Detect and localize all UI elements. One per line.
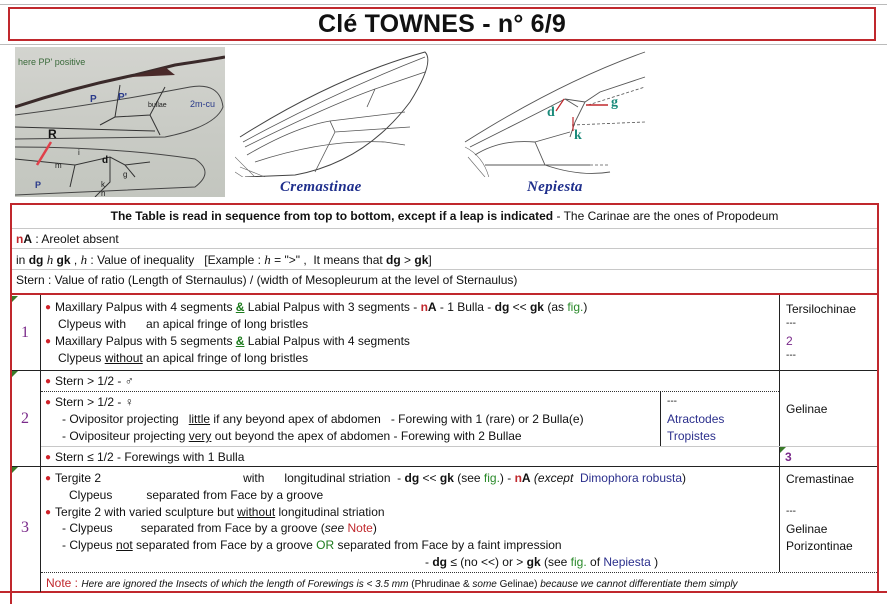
dg: dg [404,471,420,485]
abbr-a: A [23,232,33,246]
bullet-icon: ● [45,452,52,463]
text: ≤ (no <<) or > [447,555,527,569]
divider [12,248,877,249]
label-m: m [55,161,62,170]
divider [12,228,877,229]
row-divider-1 [12,370,877,371]
abbr-a: A [427,300,437,314]
row-number-1: 1 [21,324,29,341]
row2-line3 [62,412,584,426]
text: Stern > 1/2 - ♀ [55,395,134,409]
row1-line3 [45,334,410,348]
title-box [8,7,876,41]
label-r: R [48,127,57,141]
wing-photo-drawing [15,47,225,197]
def-h-text: : Value of inequality [Example : [87,253,265,267]
row3-line1 [45,471,686,485]
abbr-a: A [521,471,531,485]
divider [41,446,877,447]
def-h-symbol3: h [264,252,271,267]
text: Maxillary Palpus with 5 segments [55,334,236,348]
text: Labial Palpus with 3 segments - [244,300,421,314]
text: (as [543,300,568,314]
text: << [419,471,440,485]
text: (except [530,471,577,485]
note-label: Note : [46,576,82,590]
row2-line2 [45,395,134,409]
text: ) - [499,471,515,485]
genera-sep: --- [667,396,677,407]
ampersand: & [235,300,245,314]
note-text: some [472,579,497,590]
bullet-icon: ● [45,302,52,313]
def-h-dg2: dg [386,253,401,267]
definition-na [16,232,119,246]
table-header-separator [10,293,879,295]
genus-atractodes: Atractodes [667,412,725,426]
abbr-n: n [514,471,522,485]
table-frame-right [877,205,879,593]
row2-line1 [45,374,134,388]
text: with [243,471,265,485]
text: separated from Face by a groove ( [140,521,325,535]
text: - Ovipositeur projecting [62,429,189,443]
note-text: because we cannot differentiate them simply [540,579,738,590]
text: Tergite 2 [55,471,102,485]
nepiesta-wing [460,47,650,177]
nepiesta-label-g: g [611,95,618,110]
note-text: (Phrudinae & [408,579,473,590]
text: ) [583,300,588,314]
row1-goto[interactable]: 2 [786,334,793,348]
text: (see [540,555,571,569]
label-i: i [78,148,80,157]
label-p2: P [35,180,42,190]
gk: gk [529,300,544,314]
fig-link[interactable]: fig. [570,555,587,569]
text: little [188,412,211,426]
text: - 1 Bulla - [436,300,495,314]
row-number-2: 2 [21,410,29,427]
text: see [324,521,345,535]
row3-line5 [62,538,562,552]
row3-line4 [62,521,377,535]
nepiesta-figure [460,47,650,197]
bullet-icon: ● [45,473,52,484]
text: separated from Face by a groove [132,538,317,552]
text: - Ovipositor projecting [62,412,189,426]
row-number-3: 3 [21,519,29,536]
corner-marker [12,371,18,377]
table-frame-bottom [0,591,887,593]
row3-result-taxon3: Porizontinae [786,539,853,553]
bullet-icon: ● [45,376,52,387]
row-divider-2 [12,466,877,467]
text: very [188,429,212,443]
text: << [509,300,530,314]
cremastinae-figure [235,47,435,197]
text: without [237,505,276,519]
bullet-icon: ● [45,397,52,408]
title-rule [0,44,887,45]
text: ) [372,521,377,535]
note-divider [41,572,877,573]
text: an apical fringe of long bristles [146,317,309,331]
row3-result-taxon1: Cremastinae [786,472,855,486]
note-line [46,576,738,590]
text: longitudinal striation [275,505,385,519]
row3-result-taxon2: Gelinae [786,522,828,536]
col-divider-number [40,295,41,592]
row2-goto[interactable]: 3 [785,450,792,464]
note-text: Here are ignored the Insects of which the length of Forewings is < 3.5 mm [81,579,409,590]
genus-tropistes: Tropistes [667,429,716,443]
row1-line1 [45,300,587,314]
photo-caption: here PP' positive [18,57,86,67]
ampersand: & [235,334,245,348]
text: - [425,555,433,569]
gk: gk [526,555,541,569]
divider [12,269,877,270]
row1-result-sep2: --- [786,350,796,361]
def-na-text: : Areolet absent [32,232,119,246]
text: if any beyond apex of abdomen - Forewing with 1 (rare) or 2 Bulla(e) [210,412,584,426]
row1-result-taxon: Tersilochinae [786,302,857,316]
text: longitudinal striation - [284,471,405,485]
dg: dg [432,555,448,569]
fig-link[interactable]: fig. [483,471,500,485]
label-2m-cu: 2m-cu [190,99,216,109]
text: Stern > 1/2 - ♂ [55,374,134,388]
nepiesta-caption: Nepiesta [527,179,583,195]
label-p-prime: P' [118,92,128,103]
definition-stern: Stern : Value of ratio (Length of Sternaulus) / (width of Mesopleurum at the level of Sternaulus) [16,273,518,287]
def-h-symbol: h [46,252,54,267]
definition-h [16,252,432,268]
fig-link[interactable]: fig. [567,300,584,314]
page-title: Clé TOWNES - n° 6/9 [317,9,567,38]
row1-line4 [58,351,308,365]
row1-result-sep: --- [786,318,796,329]
text: - Clypeus [62,538,117,552]
row1-line2 [58,317,308,331]
def-h-sep: , [70,253,81,267]
def-h-example: = ">" , It means that [270,253,387,267]
row2-line5 [45,450,244,464]
text: - Clypeus [62,521,113,535]
text: Tergite 2 with varied sculpture but [55,505,238,519]
text: out beyond the apex of abdomen - Forewing with 2 Bullae [211,429,522,443]
text: (see [453,471,484,485]
abbr-n: n [16,232,24,246]
bullet-icon: ● [45,336,52,347]
genus-nepiesta: Nepiesta [603,555,651,569]
text: separated from Face by a faint impression [334,538,562,552]
def-h-end: ] [428,253,432,267]
abbr-n: n [420,300,428,314]
text: without [104,351,143,365]
intro-rest: - The Carinae are the ones of Propodeum [553,209,779,223]
text: not [116,538,133,552]
text: Clypeus [69,488,113,502]
note-link[interactable]: Note [347,521,373,535]
text: ) [650,555,659,569]
col-divider-result [779,295,780,572]
wing-photo [15,47,225,197]
def-h-gk: gk [56,253,71,267]
text: ) [682,471,687,485]
corner-marker [12,296,18,302]
row2-line4 [62,429,522,443]
intro-bold: The Table is read in sequence from top to bottom, except if a leap is indicated [110,209,554,223]
genus-dimophora: Dimophora robusta [579,471,683,485]
intro-line [12,209,877,223]
text: Labial Palpus with 4 segments [244,334,410,348]
cremastinae-wing [235,47,435,177]
row3-line6 [425,555,658,569]
row3-line3 [45,505,385,519]
top-rule [0,4,887,5]
def-h-gk2: gk [414,253,429,267]
nepiesta-label-k: k [574,128,582,143]
text: Maxillary Palpus with 4 segments [55,300,236,314]
or-keyword: OR [316,538,335,552]
gk: gk [439,471,454,485]
note-text: Gelinae) [496,579,541,590]
text: of [586,555,604,569]
table-frame-left [10,205,12,604]
bullet-icon: ● [45,507,52,518]
label-d: d [102,155,109,166]
label-g: g [123,170,128,179]
nepiesta-label-d: d [547,105,555,120]
label-bullae: bullae [148,102,167,109]
def-h-gt: > [400,253,415,267]
col-divider-genera [660,391,661,446]
text: Stern ≤ 1/2 - Forewings with 1 Bulla [55,450,245,464]
label-p: P [90,94,97,105]
def-h-symbol2: h [80,252,88,267]
text: Clypeus [58,351,105,365]
label-n: n [101,189,106,197]
def-h-dg: dg [28,253,44,267]
text: separated from Face by a groove [146,488,324,502]
label-k: k [101,180,105,189]
row3-line2 [69,488,323,502]
def-h-in: in [16,253,29,267]
text: Clypeus with [58,317,127,331]
dotted-divider [41,391,779,392]
cremastinae-caption: Cremastinae [280,179,362,195]
row3-result-sep: --- [786,506,796,517]
corner-marker [12,467,18,473]
row2-result-taxon: Gelinae [786,402,828,416]
dg: dg [494,300,510,314]
text: an apical fringe of long bristles [142,351,309,365]
table-frame-top [10,203,879,205]
